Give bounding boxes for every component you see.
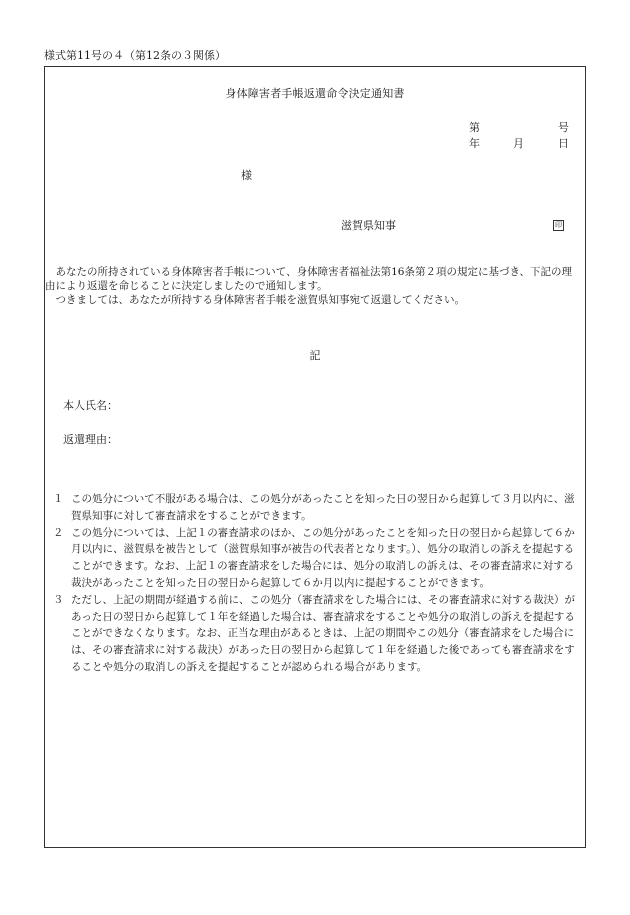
note-item [53,525,579,592]
issue-nen: 年 [469,137,480,150]
recipient-suffix: 様 [241,169,252,182]
body-paragraph-2: つきましては、あなたが所持する身体障害者手帳を滋賀県知事宛て返還してください。 [55,294,465,307]
document-title: 身体障害者手帳返還命令決定通知書 [225,87,405,100]
notice-frame [44,66,586,848]
note-number: ３ [53,593,64,606]
note-number: １ [53,493,64,505]
appeal-notes [53,491,579,676]
note-text: ただし、上記の期間が経過する前に、この処分（審査請求をした場合には、その審査請求に対する裁決）があった日の翌日から起算して１年を経過した場合は、審査請求をすることや処分の取消しの訴えを提起することができなくなります。なお、正当な理由があるときは、上記の期間やこの処分（審査請求をした場合には、その審査請求に対する裁決）があった日の翌日から起算して１年を経過した後であっても審査請求をすることや処分の取消しの訴えを提起することが認められる場合があります。 [71,593,575,673]
ki-heading: 記 [309,349,321,362]
form-number: 様式第11号の４（第12条の３関係） [44,49,226,62]
issue-hi: 日 [558,137,569,150]
body-paragraph-1: あなたの所持されている身体障害者手帳について、身体障害者福祉法第16条第２項の規定に基づき、下記の理由により返還を命じることに決定しましたので通知します。 [45,266,573,293]
note-item [53,592,579,676]
issue-tsuki: 月 [513,137,524,150]
name-field-label: 本人氏名： [63,399,118,412]
issuer-name: 滋賀県知事 [341,219,396,232]
seal-mark [553,219,564,231]
reason-field-label: 返還理由： [63,433,118,446]
issue-go: 号 [558,121,569,134]
note-item [53,491,579,525]
note-text: この処分について不服がある場合は、この処分があったことを知った日の翌日から起算して３月以内に、滋賀県知事に対して審査請求をすることができます。 [71,493,575,522]
notice-body [45,265,579,308]
issue-dai: 第 [469,121,480,134]
note-number: ２ [53,526,64,539]
note-text: この処分については、上記１の審査請求のほか、この処分があったことを知った日の翌日から起算して６か月以内に、滋賀県を被告として（滋賀県知事が被告の代表者となります。）、処分の取消しの訴えを提起することができます。なお、上記１の審査請求をした場合には、処分の取消しの訴えは、その審査請求に対する裁決があったことを知った日の翌日から起算して６か月以内に提起することができます。 [71,526,575,589]
seal-icon: 印 [555,221,562,229]
